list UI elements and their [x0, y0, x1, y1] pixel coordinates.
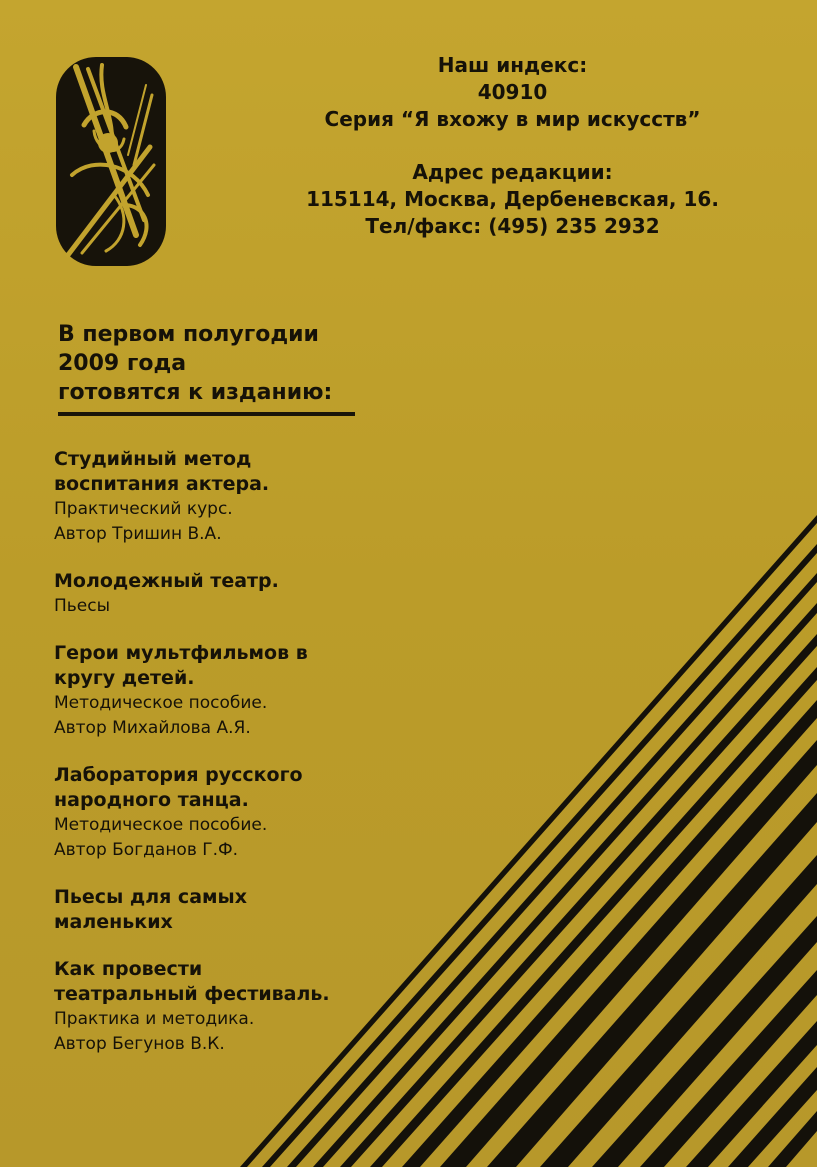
book-item [54, 569, 374, 619]
theatre-muse-emblem-icon [54, 55, 168, 268]
book-title: Пьесы для самых [54, 886, 247, 908]
book-author: Автор Михайлова А.Я. [54, 718, 251, 738]
announcement-line: В первом полугодии [58, 322, 319, 347]
heading-underline [58, 412, 355, 416]
book-title: Как провести [54, 958, 203, 980]
book-item [54, 763, 374, 863]
book-title: Лаборатория русского [54, 764, 303, 786]
announcement-line: 2009 года [58, 351, 187, 376]
book-item [54, 447, 374, 547]
book-description: Методическое пособие. [54, 693, 268, 713]
publisher-info [240, 52, 785, 240]
book-author: Автор Тришин В.А. [54, 524, 222, 544]
book-author: Автор Богданов Г.Ф. [54, 840, 239, 860]
address: 115114, Москва, Дербеневская, 16. [306, 187, 719, 211]
book-description: Практический курс. [54, 499, 233, 519]
book-title: кругу детей. [54, 667, 195, 689]
book-title: Герои мультфильмов в [54, 642, 308, 664]
book-description: Пьесы [54, 596, 111, 616]
book-description: Методическое пособие. [54, 815, 268, 835]
announcement-heading [58, 320, 332, 407]
book-title: народного танца. [54, 789, 249, 811]
book-title: маленьких [54, 911, 173, 933]
index-label: Наш индекс: [437, 53, 588, 77]
book-author: Автор Бегунов В.К. [54, 1034, 225, 1054]
index-value: 40910 [477, 80, 548, 104]
book-item [54, 957, 374, 1057]
announcement-line: готовятся к изданию: [58, 380, 333, 405]
book-item [54, 641, 374, 741]
book-item [54, 885, 374, 935]
book-title: театральный фестиваль. [54, 983, 330, 1005]
phone: Тел/факс: (495) 235 2932 [365, 214, 660, 238]
book-description: Практика и методика. [54, 1009, 255, 1029]
book-title: Студийный метод [54, 448, 252, 470]
address-label: Адрес редакции: [412, 160, 613, 184]
upcoming-books-list [54, 447, 374, 1079]
book-title: воспитания актера. [54, 473, 270, 495]
series-name: Серия “Я вхожу в мир искусств” [324, 107, 701, 131]
book-title: Молодежный театр. [54, 570, 279, 592]
